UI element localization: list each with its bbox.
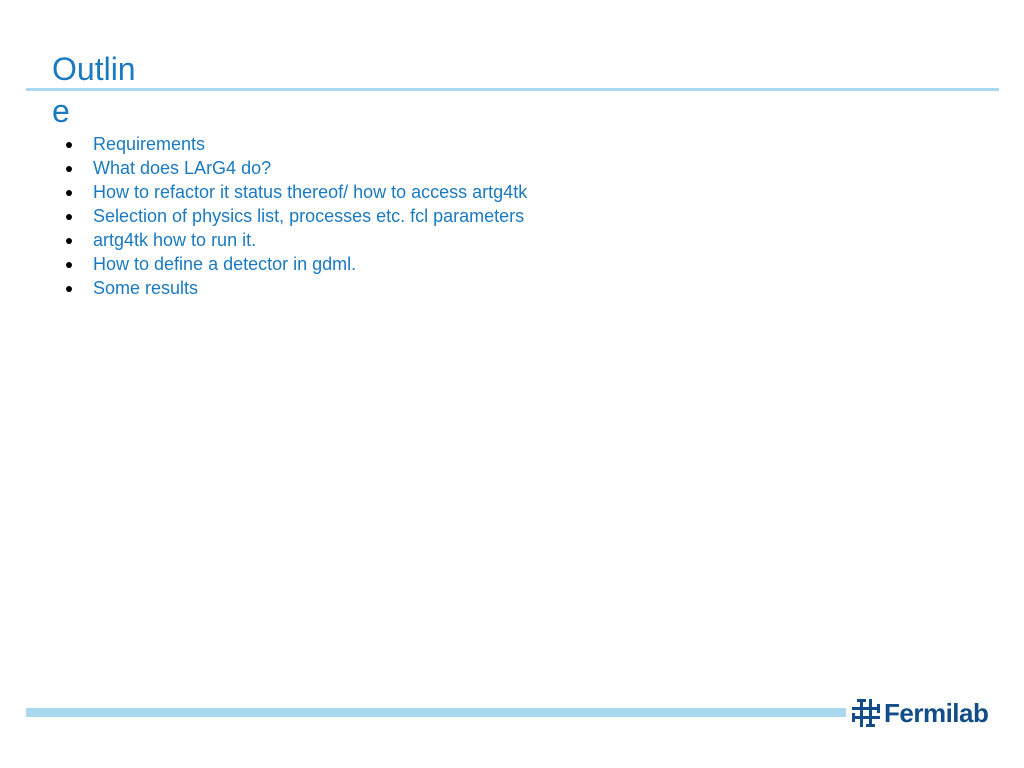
fermilab-logo-text: Fermilab — [884, 698, 989, 728]
fermilab-logo-icon — [851, 698, 881, 728]
bullet-icon — [66, 166, 72, 172]
bullet-icon — [66, 214, 72, 220]
bullet-text: Selection of physics list, processes etc. fcl parameters — [93, 206, 525, 226]
bullet-text: Some results — [93, 278, 199, 298]
slide-title: Outline — [52, 51, 136, 129]
bullet-icon — [66, 190, 72, 196]
fermilab-logo — [851, 697, 988, 729]
bullet-icon — [66, 286, 72, 292]
bullet-text: artg4tk how to run it. — [93, 230, 257, 250]
bullet-text: What does LArG4 do? — [93, 158, 272, 178]
bullet-icon — [66, 262, 72, 268]
title-divider — [26, 88, 999, 91]
bullet-icon — [66, 142, 72, 148]
bullet-text: Requirements — [93, 134, 206, 154]
bullet-icon — [66, 238, 72, 244]
bullet-text: How to define a detector in gdml. — [93, 254, 357, 274]
footer-bar — [26, 708, 846, 717]
bullet-text: How to refactor it status thereof/ how to access artg4tk — [93, 182, 528, 202]
